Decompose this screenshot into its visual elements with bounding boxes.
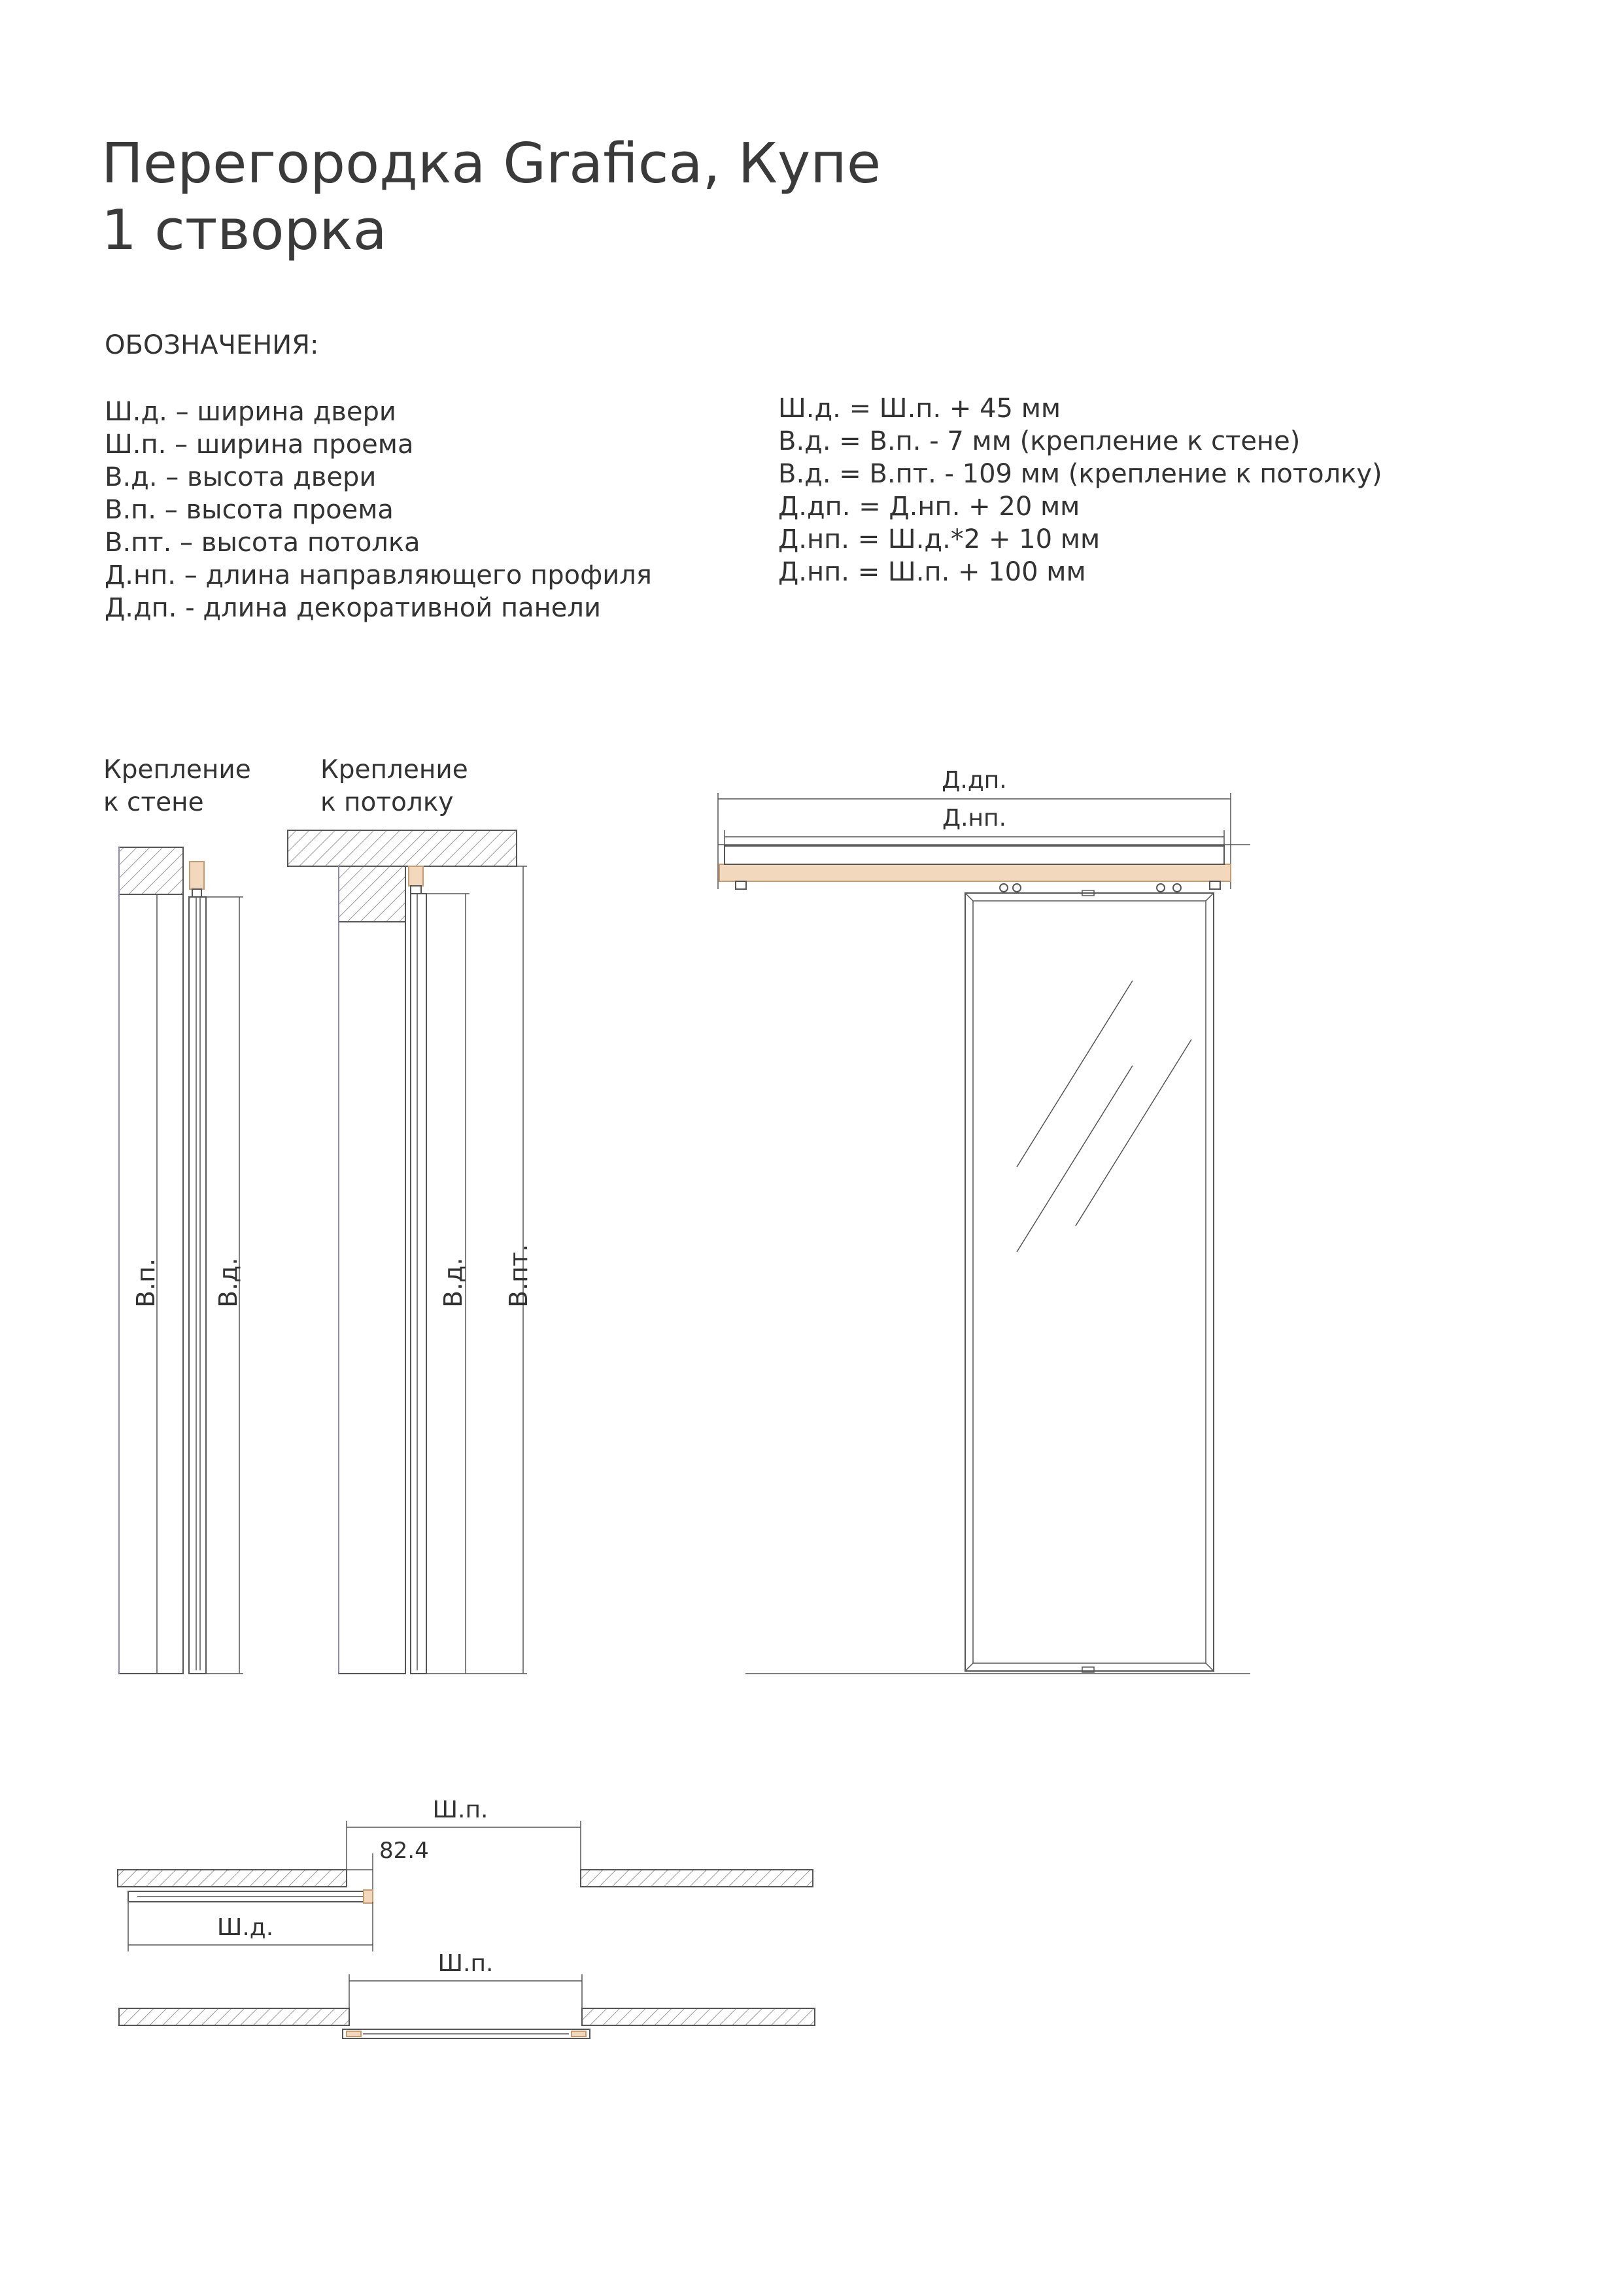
plan-view-1 xyxy=(118,1797,813,1951)
formula-item: Д.нп. = Ш.п. + 100 мм xyxy=(778,557,1086,587)
ceiling-slab-hatch xyxy=(288,830,517,866)
glass-reflection-1 xyxy=(1017,981,1133,1167)
wall-mount-caption-2: к стене xyxy=(103,788,204,817)
ceiling-dim-height-label: В.пт. xyxy=(504,1243,533,1308)
formula-item: В.д. = В.п. - 7 мм (крепление к стене) xyxy=(778,426,1301,456)
ceiling-mount-caption-1: Крепление xyxy=(320,755,468,785)
wall-mount-section xyxy=(103,755,251,1674)
plan1-dim-opening-label: Ш.п. xyxy=(432,1797,488,1823)
wall-door-leaf xyxy=(189,897,206,1674)
legend-heading: ОБОЗНАЧЕНИЯ: xyxy=(105,330,319,360)
formula-item: Д.нп. = Ш.д.*2 + 10 мм xyxy=(778,524,1101,554)
dim-panel-length-label: Д.дп. xyxy=(942,767,1007,794)
title-line-1: Перегородка Grafica, Купе xyxy=(101,131,881,196)
front-view xyxy=(718,767,1250,1674)
plan1-wall-left xyxy=(118,1870,347,1887)
wall-roller xyxy=(192,889,201,897)
ceiling-wall-body xyxy=(339,922,405,1674)
plan1-wall-right xyxy=(581,1870,813,1887)
door-leaf-front xyxy=(965,893,1214,1671)
wall-dim-opening-label: В.п. xyxy=(131,1258,160,1308)
ceiling-rail-profile xyxy=(409,866,423,886)
guide-rail xyxy=(725,846,1224,864)
formula-item: Ш.д. = Ш.п. + 45 мм xyxy=(778,394,1061,424)
plan-view-2 xyxy=(119,1950,815,2038)
ceiling-mount-section xyxy=(288,755,533,1674)
plan1-dim-door-label: Ш.д. xyxy=(216,1914,274,1941)
wall-lintel-hatch xyxy=(119,847,183,894)
ceiling-mount-caption-2: к потолку xyxy=(320,788,454,817)
plan1-dim-offset-label: 82.4 xyxy=(379,1838,429,1864)
legend-item: Д.дп. - длина декоративной панели xyxy=(105,593,601,623)
ceiling-dim-door-label: В.д. xyxy=(439,1257,468,1308)
title-line-2: 1 створка xyxy=(101,198,387,263)
door-glass xyxy=(973,901,1206,1663)
plan2-wall-right xyxy=(582,2008,815,2025)
legend-item: Ш.д. – ширина двери xyxy=(105,397,396,427)
dim-rail-length-label: Д.нп. xyxy=(942,805,1007,832)
ceiling-door-leaf xyxy=(411,894,426,1674)
glass-reflection-2 xyxy=(1017,1066,1133,1252)
formula-item: В.д. = В.пт. - 109 мм (крепление к потолку) xyxy=(778,459,1382,489)
wall-rail-profile xyxy=(190,862,204,889)
wall-mount-caption-1: Крепление xyxy=(103,755,251,785)
ceiling-roller xyxy=(411,886,421,894)
legend-item: Ш.п. – ширина проема xyxy=(105,430,414,460)
wall-dim-door-label: В.д. xyxy=(214,1257,243,1308)
legend-item: В.пт. – высота потолка xyxy=(105,528,420,558)
plan2-wall-left xyxy=(119,2008,349,2025)
legend-item: Д.нп. – длина направляющего профиля xyxy=(105,560,652,590)
legend-item: В.д. – высота двери xyxy=(105,462,377,492)
decorative-panel xyxy=(719,864,1231,881)
ceiling-lintel-hatch xyxy=(339,866,405,922)
plan2-dim-opening-label: Ш.п. xyxy=(437,1950,494,1977)
legend-item: В.п. – высота проема xyxy=(105,495,394,525)
formula-item: Д.дп. = Д.нп. + 20 мм xyxy=(778,492,1080,522)
glass-reflection-3 xyxy=(1076,1039,1191,1226)
